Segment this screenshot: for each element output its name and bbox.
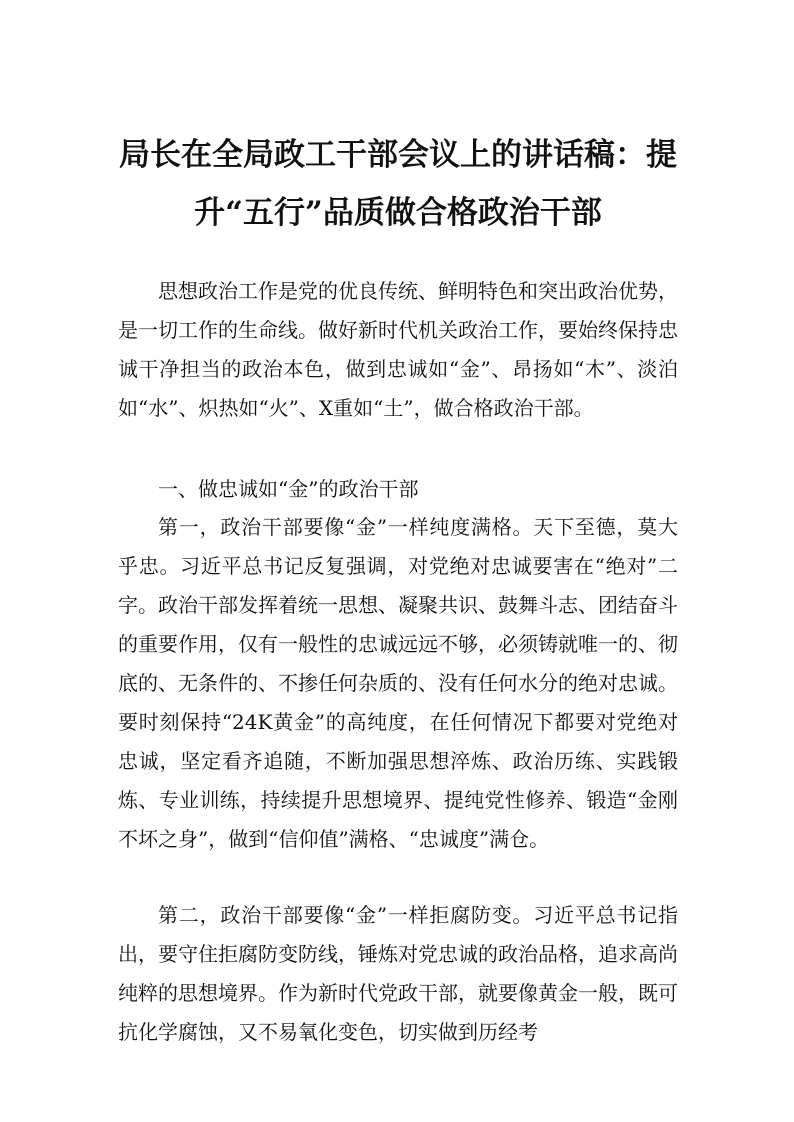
document-title-line1: 局长在全局政工干部会议上的讲话稿：提: [119, 137, 677, 173]
body-paragraph-2: 第二，政治干部要像“金”一样拒腐防变。习近平总书记指出，要守住拒腐防变防线，锤炼对党忠诚的政治品格，追求高尚纯粹的思想境界。作为新时代党政干部，就要像黄金一般，既可抗化学腐蚀，又不易氧化变色，切实做到历经考: [118, 903, 678, 1044]
intro-paragraph: 思想政治工作是党的优良传统、鲜明特色和突出政治优势，是一切工作的生命线。做好新时代机关政治工作，要始终保持忠诚干净担当的政治本色，做到忠诚如“金”、昂扬如“木”、淡泊如“水”、炽热如“火”、X重如“土”，做合格政治干部。: [118, 279, 678, 420]
body-paragraph-1: 第一，政治干部要像“金”一样纯度满格。天下至德，莫大乎忠。习近平总书记反复强调，对党绝对忠诚要害在“绝对”二字。政治干部发挥着统一思想、凝聚共识、鼓舞斗志、团结奋斗的重要作用，仅有一般性的忠诚远远不够，必须铸就唯一的、彻底的、无条件的、不掺任何杂质的、没有任何水分的绝对忠诚。要时刻保持“24K黄金”的高纯度，在任何情况下都要对党绝对忠诚，坚定看齐追随，不断加强思想淬炼、政治历练、实践锻炼、专业训练，持续提升思想境界、提纯党性修养、锻造“金刚不坏之身”，做到“信仰值”满格、“忠诚度”满仓。: [118, 515, 678, 851]
section-heading: 一、做忠诚如“金”的政治干部: [158, 477, 419, 501]
document-title-line2: 升“五行”品质做合格政治干部: [194, 195, 602, 231]
